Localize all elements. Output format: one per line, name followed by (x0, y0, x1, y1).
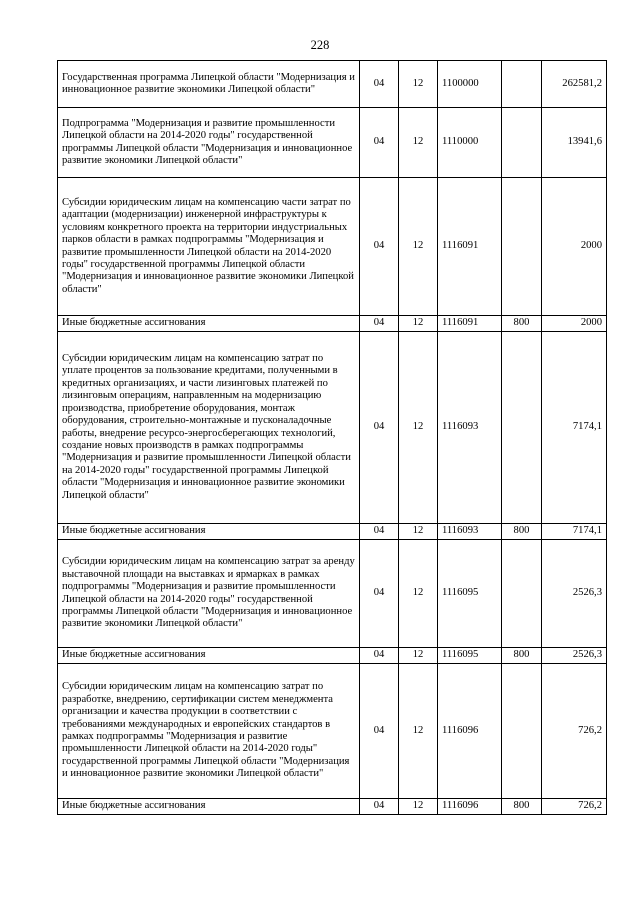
row-name: Субсидии юридическим лицам на компенсацию затрат за аренду выставочной площади на выставках и ярмарках в рамках подпрограммы "Модернизация и развитие промышленности Липецкой области на 2014-2020 годы" государственной программы Липецкой области "Модернизация и инновационное развитие экономики Липецкой области" (58, 540, 360, 648)
row-section: 04 (360, 316, 399, 332)
row-name: Иные бюджетные ассигнования (58, 524, 360, 540)
row-type: 800 (502, 799, 542, 815)
row-amount: 2526,3 (542, 540, 607, 648)
row-amount: 262581,2 (542, 61, 607, 108)
row-section: 04 (360, 332, 399, 524)
row-type (502, 108, 542, 178)
row-code: 1116096 (438, 799, 502, 815)
row-amount: 2526,3 (542, 648, 607, 664)
row-code: 1100000 (438, 61, 502, 108)
row-name: Субсидии юридическим лицам на компенсацию затрат по разработке, внедрению, сертификации систем менеджмента организации и качества продукции в соответствии с требованиями международных и европейских стандартов в рамках подпрограммы "Модернизация и развитие промышленности Липецкой области на 2014-2020 годы" государственной программы Липецкой области "Модернизация и инновационное развитие экономики Липецкой области" (58, 664, 360, 799)
table-row (58, 799, 607, 815)
row-code: 1116095 (438, 540, 502, 648)
table-row (58, 664, 607, 799)
row-code: 1116093 (438, 524, 502, 540)
table-row (58, 316, 607, 332)
row-code: 1116093 (438, 332, 502, 524)
page-number: 228 (310, 38, 330, 52)
row-subsection: 12 (399, 178, 438, 316)
row-subsection: 12 (399, 332, 438, 524)
row-type: 800 (502, 648, 542, 664)
row-amount: 13941,6 (542, 108, 607, 178)
table-row (58, 540, 607, 648)
row-amount: 7174,1 (542, 332, 607, 524)
row-section: 04 (360, 799, 399, 815)
table-row (58, 61, 607, 108)
row-section: 04 (360, 61, 399, 108)
row-code: 1116095 (438, 648, 502, 664)
row-section: 04 (360, 540, 399, 648)
row-type (502, 664, 542, 799)
row-code: 1116091 (438, 316, 502, 332)
row-code: 1116096 (438, 664, 502, 799)
row-subsection: 12 (399, 61, 438, 108)
row-section: 04 (360, 108, 399, 178)
table-row (58, 178, 607, 316)
row-name: Иные бюджетные ассигнования (58, 799, 360, 815)
row-name: Подпрограмма "Модернизация и развитие промышленности Липецкой области на 2014-2020 годы" государственной программы Липецкой области "Модернизация и инновационное развитие экономики Липецкой области" (58, 108, 360, 178)
row-subsection: 12 (399, 540, 438, 648)
row-type (502, 61, 542, 108)
row-type (502, 178, 542, 316)
budget-table (57, 60, 607, 815)
row-type (502, 332, 542, 524)
row-code: 1110000 (438, 108, 502, 178)
row-subsection: 12 (399, 316, 438, 332)
row-amount: 726,2 (542, 664, 607, 799)
row-section: 04 (360, 524, 399, 540)
row-amount: 726,2 (542, 799, 607, 815)
row-name: Иные бюджетные ассигнования (58, 316, 360, 332)
row-type: 800 (502, 524, 542, 540)
row-section: 04 (360, 664, 399, 799)
row-name: Иные бюджетные ассигнования (58, 648, 360, 664)
row-subsection: 12 (399, 648, 438, 664)
table-row (58, 108, 607, 178)
row-code: 1116091 (438, 178, 502, 316)
table-row (58, 332, 607, 524)
table-row (58, 524, 607, 540)
row-subsection: 12 (399, 524, 438, 540)
row-subsection: 12 (399, 664, 438, 799)
row-amount: 7174,1 (542, 524, 607, 540)
row-subsection: 12 (399, 799, 438, 815)
row-name: Субсидии юридическим лицам на компенсацию затрат по уплате процентов за пользование кредитами, полученными в кредитных организациях, и части лизинговых платежей по лизинговым операциям, направленным на модернизацию производства, приобретение оборудования, монтаж оборудования, строительно-монтажные и пусконаладочные работы, внедрение ресурсо-энергосберегающих технологий, создание новых производств в рамках подпрограммы "Модернизация и развитие промышленности Липецкой области на 2014-2020 годы" государственной программы Липецкой области "Модернизация и инновационное развитие экономики Липецкой области" (58, 332, 360, 524)
row-name: Государственная программа Липецкой области "Модернизация и инновационное развитие экономики Липецкой области" (58, 61, 360, 108)
row-type (502, 540, 542, 648)
row-type: 800 (502, 316, 542, 332)
row-subsection: 12 (399, 108, 438, 178)
row-amount: 2000 (542, 316, 607, 332)
table-row (58, 648, 607, 664)
row-section: 04 (360, 648, 399, 664)
row-section: 04 (360, 178, 399, 316)
row-amount: 2000 (542, 178, 607, 316)
row-name: Субсидии юридическим лицам на компенсацию части затрат по адаптации (модернизации) инженерной инфраструктуры к условиям конкретного проекта на территории индустриальных парков области в рамках подпрограммы "Модернизация и развитие промышленности Липецкой области на 2014-2020 годы" государственной программы Липецкой области "Модернизация и инновационное развитие экономики Липецкой области" (58, 178, 360, 316)
